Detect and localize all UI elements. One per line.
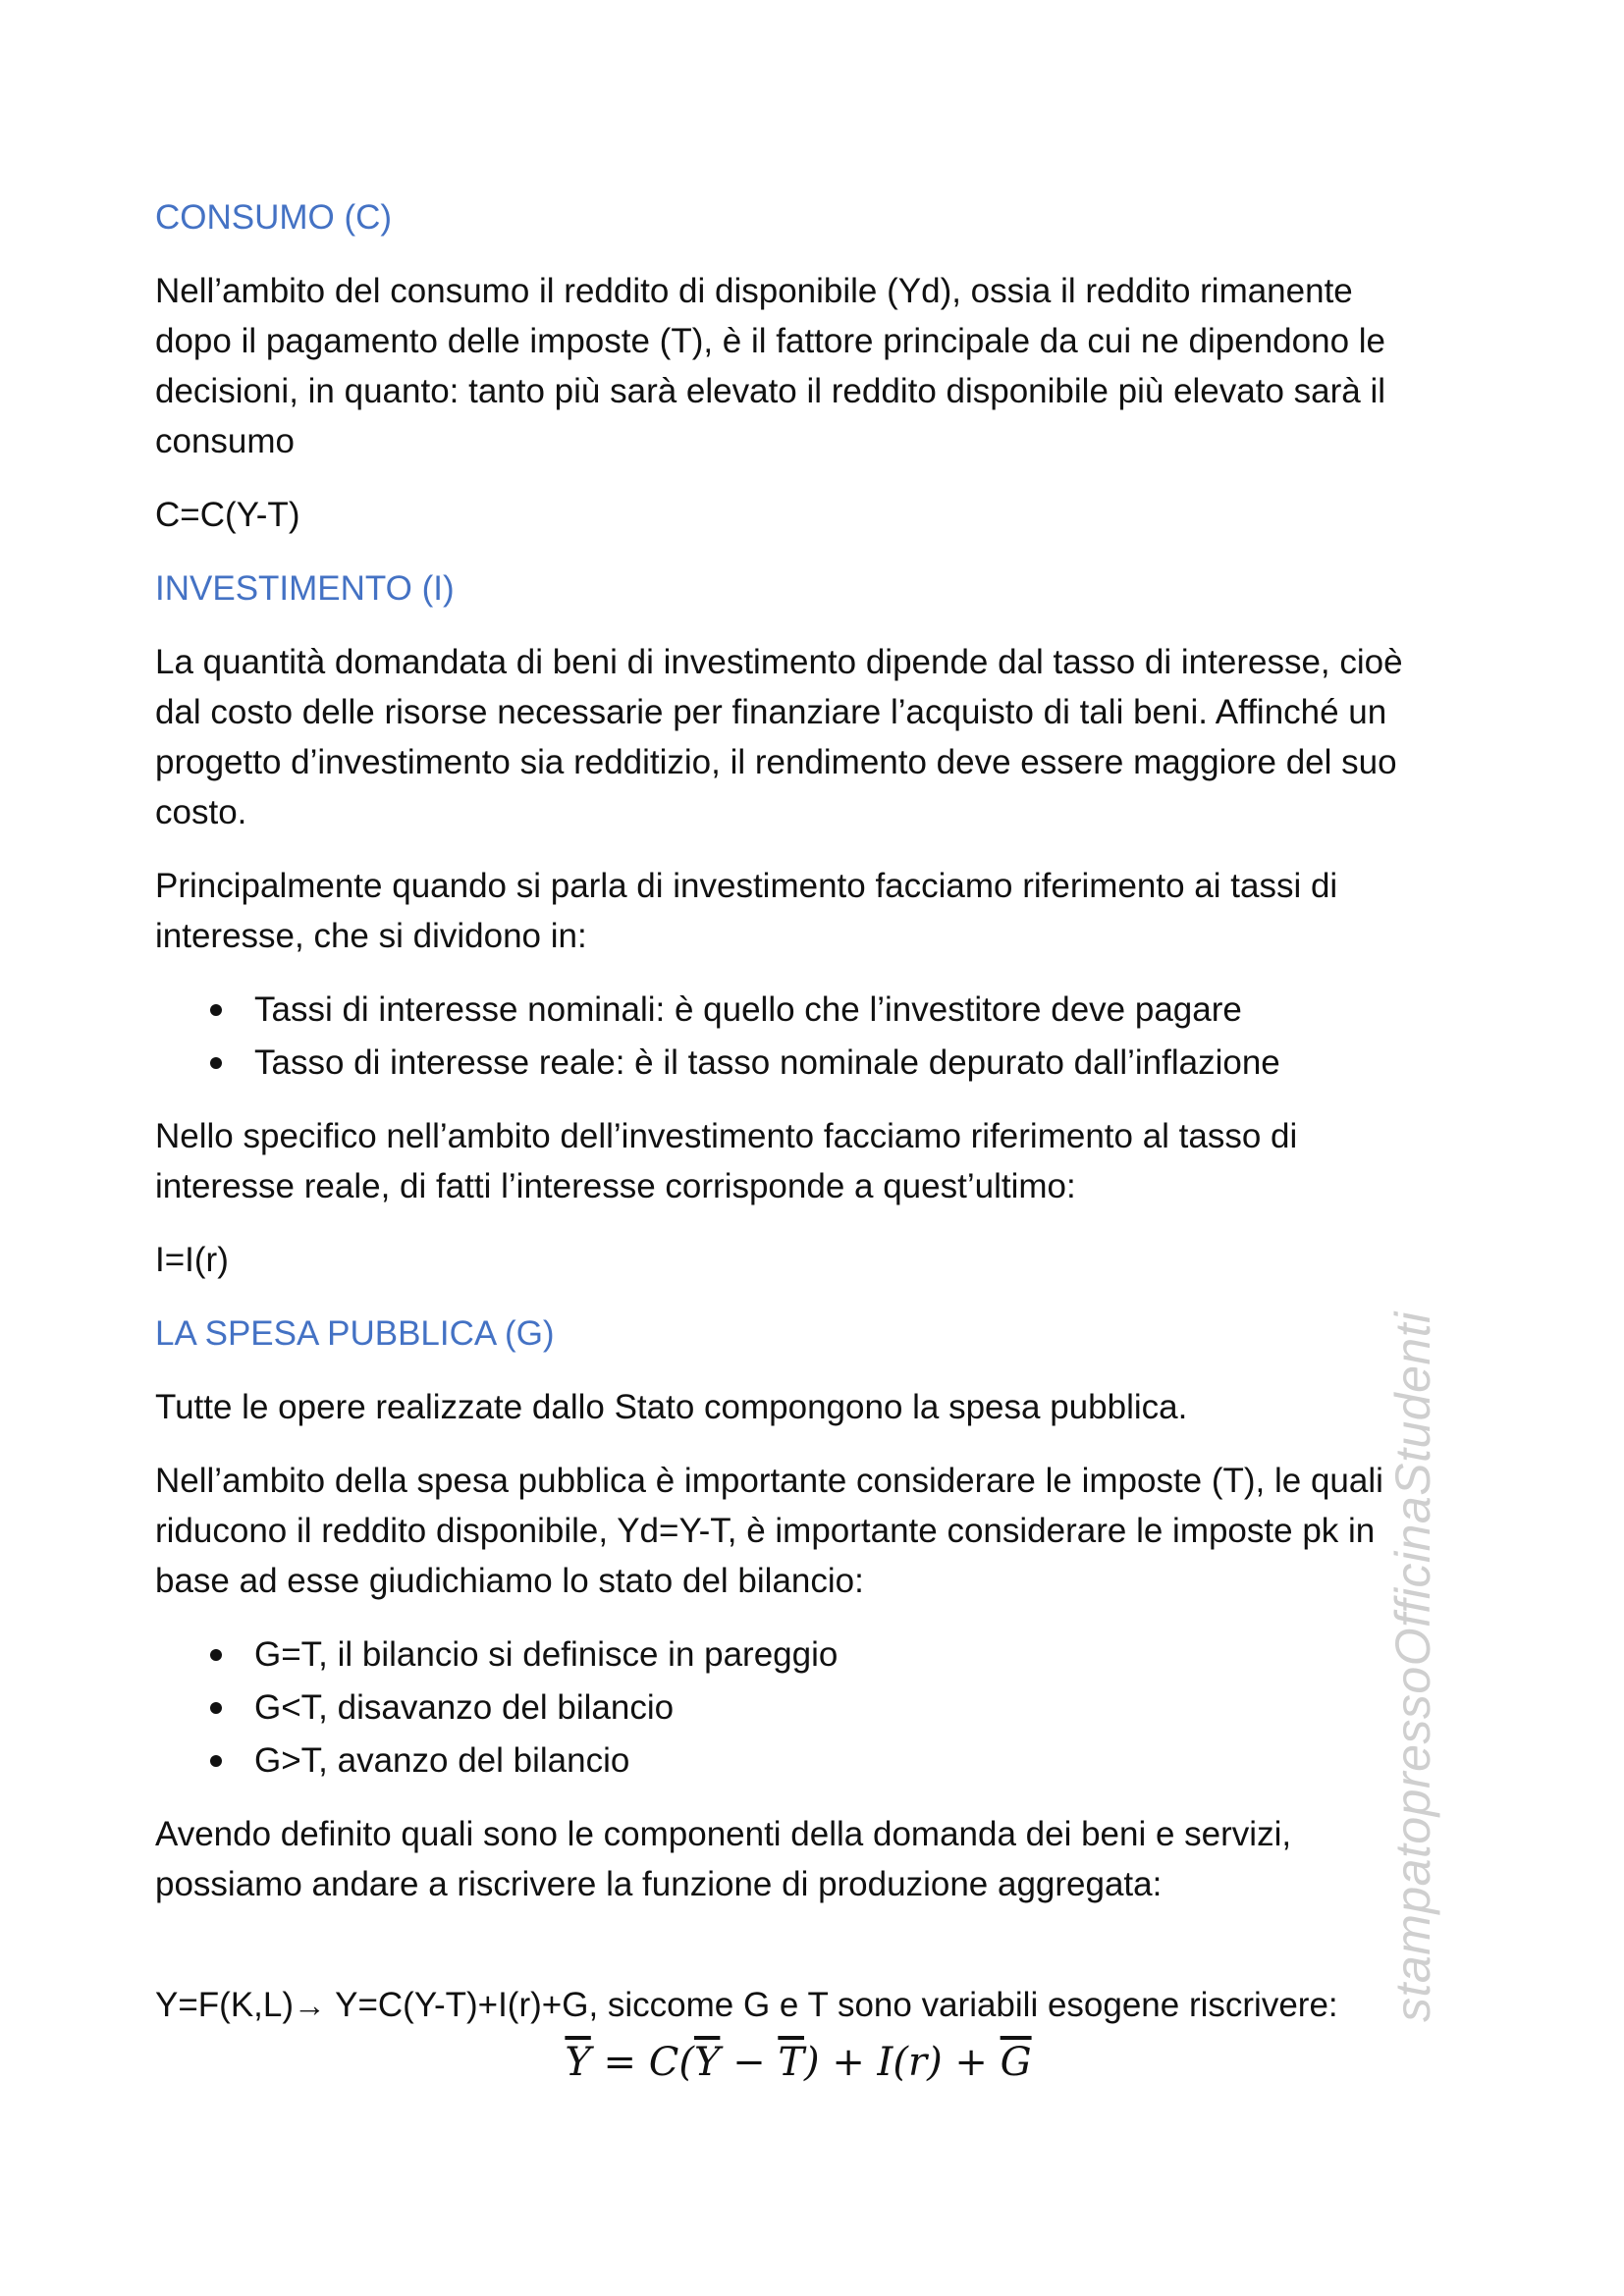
paragraph: Tutte le opere realizzate dallo Stato compongono la spesa pubblica. — [155, 1388, 1188, 1426]
production-function-left: Y=F(K,L) — [155, 1986, 295, 2024]
equation-part: − — [720, 2040, 779, 2085]
list-item: Tassi di interesse nominali: è quello che l’investitore deve pagare — [155, 985, 1432, 1035]
formula-line: I=I(r) — [155, 1241, 229, 1279]
production-function-line — [155, 1980, 1432, 2030]
watermark-text: stampatopressoOfficinaStudenti — [1385, 1311, 1440, 2022]
bullet-list — [155, 1629, 1432, 1786]
arrow-right-icon: → — [294, 1987, 327, 2023]
section-heading-investimento: INVESTIMENTO (I) — [155, 569, 455, 608]
paragraph: Avendo definito quali sono le componenti della domanda dei beni e servizi, possiamo andare a riscrivere la funzione di produzione aggregata: — [155, 1815, 1292, 1903]
paragraph: Nell’ambito della spesa pubblica è importante considerare le imposte (T), le quali riducono il reddito disponibile, Yd=Y-T, è importante considerare le imposte pk in base ad esse giudichiamo lo stato del bilancio: — [155, 1462, 1383, 1600]
equation-part: ) + I(r) + — [804, 2040, 1001, 2085]
list-item: G=T, il bilancio si definisce in pareggio — [155, 1629, 1432, 1680]
bullet-list — [155, 985, 1432, 1088]
paragraph: Principalmente quando si parla di investimento facciamo riferimento ai tassi di interesse, che si dividono in: — [155, 867, 1338, 955]
paragraph: Nell’ambito del consumo il reddito di disponibile (Yd), ossia il reddito rimanente dopo il pagamento delle imposte (T), è il fattore principale da cui ne dipendono le decisioni, in quanto: tanto più sarà elevato il reddito disponibile più elevato sarà il consumo — [155, 272, 1386, 460]
equation-t-bar: $\overline{T}$ — [778, 2040, 804, 2085]
production-function-right: Y=C(Y-T)+I(r)+G, siccome G e T sono variabili esogene riscrivere: — [326, 1986, 1338, 2024]
list-item: G<T, disavanzo del bilancio — [155, 1682, 1432, 1733]
formula-line: C=C(Y-T) — [155, 496, 300, 534]
section-heading-spesa-pubblica: LA SPESA PUBBLICA (G) — [155, 1314, 555, 1353]
section-heading-consumo: CONSUMO (C) — [155, 198, 393, 237]
equation-g-bar: $\overline{G}$ — [1000, 2040, 1032, 2085]
page-content — [155, 192, 1432, 2089]
paragraph: Nello specifico nell’ambito dell’investimento facciamo riferimento al tasso di interesse reale, di fatti l’interesse corrisponde a quest’ultimo: — [155, 1117, 1298, 1205]
paragraph: La quantità domandata di beni di investimento dipende dal tasso di interesse, cioè dal costo delle risorse necessarie per finanziare l’acquisto di tali beni. Affinché un progetto d’investimento sia redditizio, il rendimento deve essere maggiore del suo costo. — [155, 643, 1403, 831]
equation-part: = C( — [590, 2040, 694, 2085]
equation — [0, 2036, 1441, 2089]
equation-y-bar-2: $\overline{Y}$ — [693, 2040, 721, 2085]
list-item: G>T, avanzo del bilancio — [155, 1735, 1432, 1786]
spacer — [155, 1933, 1432, 1980]
equation-y-bar: $\overline{Y}$ — [565, 2040, 591, 2085]
list-item: Tasso di interesse reale: è il tasso nominale depurato dall’inflazione — [155, 1038, 1432, 1088]
